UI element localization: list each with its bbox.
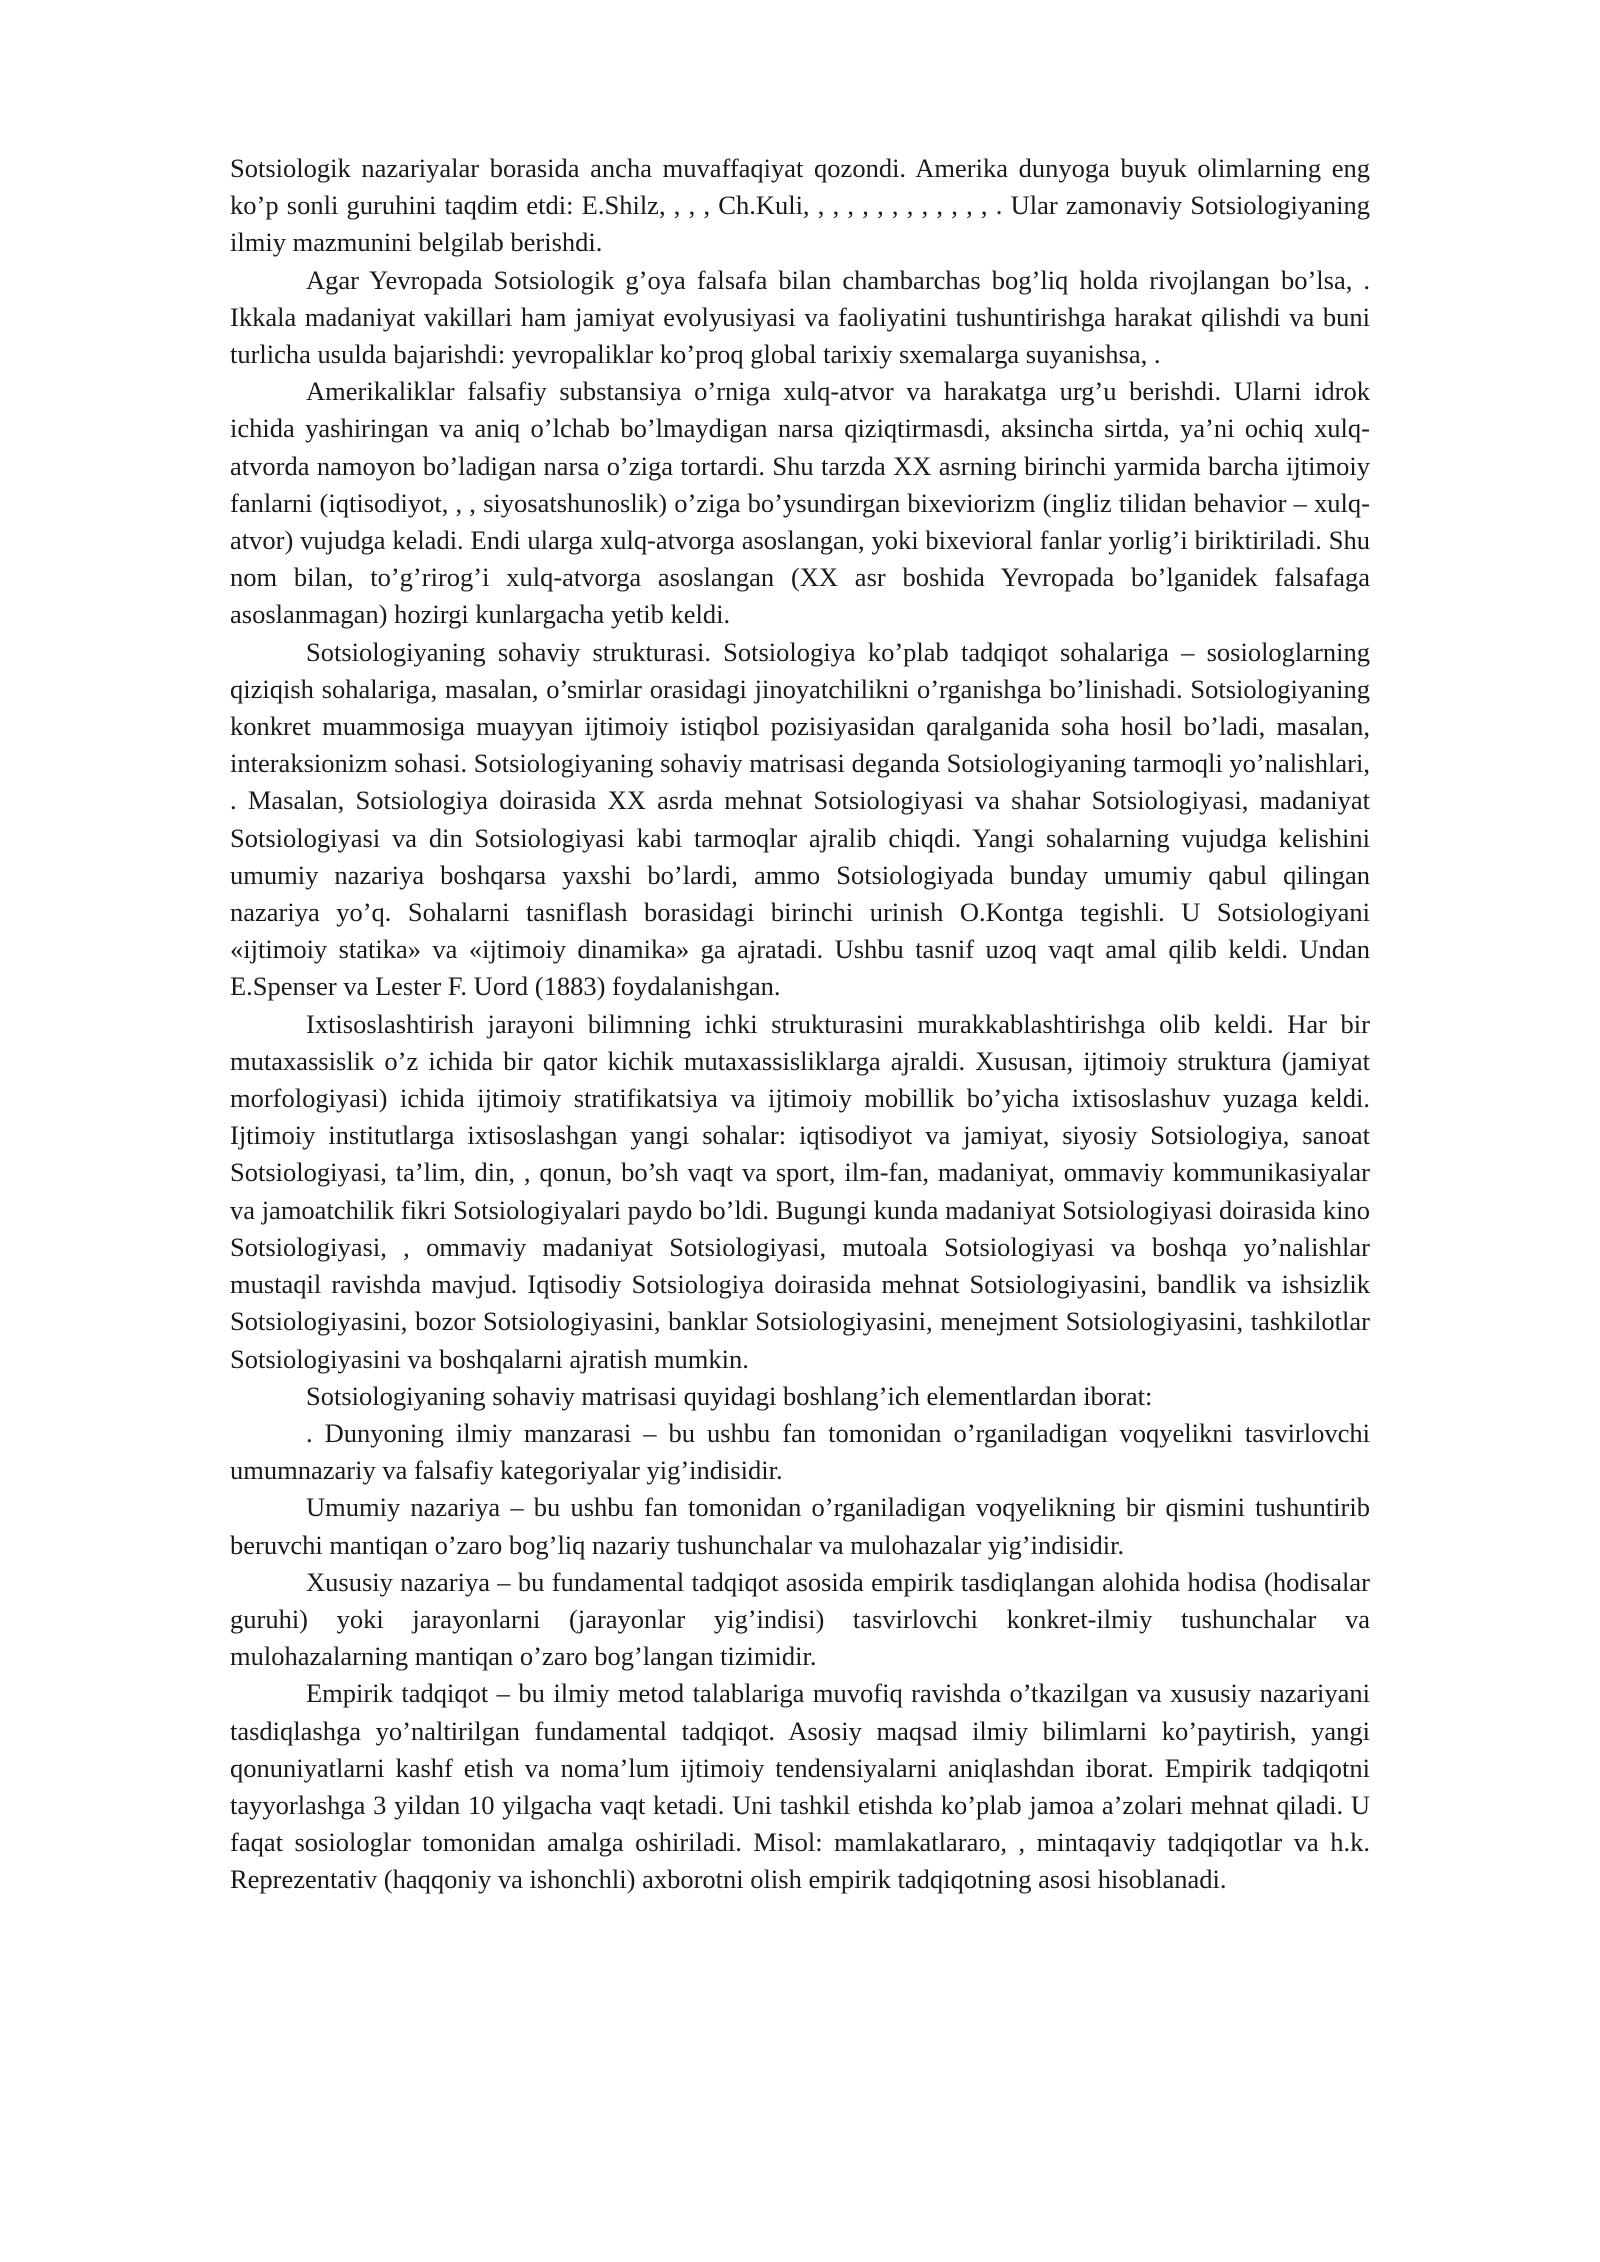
paragraph-9: Xususiy nazariya – bu fundamental tadqiqot asosida empirik tasdiqlangan alohida hodisa (hodisalar guruhi) yoki jarayonlarni (jarayonlar yig’indisi) tasvirlovchi konkret-ilmiy tushunchalar va mulohazalarning mantiqan o’zaro bog’langan tizimidir. <box>230 1566 1370 1672</box>
paragraph-7: . Dunyoning ilmiy manzarasi – bu ushbu fan tomonidan o’rganiladigan voqyelikni tasvirlovchi umumnazariy va falsafiy kategoriyalar yig’indisidir. <box>230 1417 1370 1486</box>
paragraph-2: Agar Yevropada Sotsiologik g’oya falsafa bilan chambarchas bog’liq holda rivojlangan bo’lsa, . Ikkala madaniyat vakillari ham jamiyat evolyusiyasi va faoliyatini tushuntirishga harakat qilishdi va buni turlicha usulda bajarishdi: yevropaliklar ko’proq global tarixiy sxemalarga suyanishsa, . <box>230 264 1370 370</box>
paragraph-6: Sotsiologiyaning sohaviy matrisasi quyidagi boshlang’ich elementlardan iborat: <box>306 1380 1153 1411</box>
paragraph-5: Ixtisoslashtirish jarayoni bilimning ichki strukturasini murakkablashtirishga olib keldi. Har bir mutaxassislik o’z ichida bir qator kichik mutaxassisliklarga ajraldi. Xususan, ijtimoiy struktura (jamiyat morfologiyasi) ichida ijtimoiy stratifikatsiya va ijtimoiy mobillik bo’yicha ixtisoslashuv yuzaga keldi. Ijtimoiy institutlarga ixtisoslashgan yangi sohalar: iqtisodiyot va jamiyat, siyosiy Sotsiologiya, sanoat Sotsiologiyasi, ta’lim, din, , qonun, bo’sh vaqt va sport, ilm-fan, madaniyat, ommaviy kommunikasiyalar va jamoatchilik fikri Sotsiologiyalari paydo bo’ldi. Bugungi kunda madaniyat Sotsiologiyasi doirasida kino Sotsiologiyasi, , ommaviy madaniyat Sotsiologiyasi, mutoala Sotsiologiyasi va boshqa yo’nalishlar mustaqil ravishda mavjud. Iqtisodiy Sotsiologiya doirasida mehnat Sotsiologiyasini, bandlik va ishsizlik Sotsiologiyasini, bozor Sotsiologiyasini, banklar Sotsiologiyasini, menejment Sotsiologiyasini, tashkilotlar Sotsiologiyasini va boshqalarni ajratish mumkin. <box>230 1008 1370 1374</box>
paragraph-10: Empirik tadqiqot – bu ilmiy metod talablariga muvofiq ravishda o’tkazilgan va xususiy nazariyani tasdiqlashga yo’naltirilgan fundamental tadqiqot. Asosiy maqsad ilmiy bilimlarni ko’paytirish, yangi qonuniyatlarni kashf etish va noma’lum ijtimoiy tendensiyalarni aniqlashdan iborat. Empirik tadqiqotni tayyorlashga 3 yildan 10 yilgacha vaqt ketadi. Uni tashkil etishda ko’plab jamoa a’zolari mehnat qiladi. U faqat sosiologlar tomonidan amalga oshiriladi. Misol: mamlakatlararo, , mintaqaviy tadqiqotlar va h.k. Reprezentativ (haqqoniy va ishonchli) axborotni olish empirik tadqiqotning asosi hisoblanadi. <box>230 1678 1370 1895</box>
paragraph-4: Sotsiologiyaning sohaviy strukturasi. Sotsiologiya ko’plab tadqiqot sohalariga – sosiologlarning qiziqish sohalariga, masalan, o’smirlar orasidagi jinoyatchilikni o’rganishga bo’linishadi. Sotsiologiyaning konkret muammosiga muayyan ijtimoiy istiqbol pozisiyasidan qaralganida soha hosil bo’ladi, masalan, interaksionizm sohasi. Sotsiologiyaning sohaviy matrisasi deganda Sotsiologiyaning tarmoqli yo’nalishlari, . Masalan, Sotsiologiya doirasida XX asrda mehnat Sotsiologiyasi va shahar Sotsiologiyasi, madaniyat Sotsiologiyasi va din Sotsiologiyasi kabi tarmoqlar ajralib chiqdi. Yangi sohalarning vujudga kelishini umumiy nazariya boshqarsa yaxshi bo’lardi, ammo Sotsiologiyada bunday umumiy qabul qilingan nazariya yo’q. Sohalarni tasniflash borasidagi birinchi urinish O.Kontga tegishli. U Sotsiologiyani «ijtimoiy statika» va «ijtimoiy dinamika» ga ajratadi. Ushbu tasnif uzoq vaqt amal qilib keldi. Undan E.Spenser va Lester F. Uord (1883) foydalanishgan. <box>230 636 1370 1002</box>
paragraph-8: Umumiy nazariya – bu ushbu fan tomonidan o’rganiladigan voqyelikning bir qismini tushuntirib beruvchi mantiqan o’zaro bog’liq nazariy tushunchalar va mulohazalar yig’indisidir. <box>230 1492 1370 1560</box>
document-page <box>230 150 1370 1899</box>
paragraph-1: Sotsiologik nazariyalar borasida ancha muvaffaqiyat qozondi. Amerika dunyoga buyuk olimlarning eng ko’p sonli guruhini taqdim etdi: E.Shilz, , , , Ch.Kuli, , , , , , , , , , , , , . Ular zamonaviy Sotsiologiyaning ilmiy mazmunini belgilab berishdi. <box>230 153 1370 258</box>
paragraph-3: Amerikaliklar falsafiy substansiya o’rniga xulq-atvor va harakatga urg’u berishdi. Ularni idrok ichida yashiringan va aniq o’lchab bo’lmaydigan narsa qiziqtirmasdi, aksincha sirtda, ya’ni ochiq xulq-atvorda namoyon bo’ladigan narsa o’ziga tortardi. Shu tarzda XX asrning birinchi yarmida barcha ijtimoiy fanlarni (iqtisodiyot, , , siyosatshunoslik) o’ziga bo’ysundirgan bixeviorizm (ingliz tilidan behavior – xulq-atvor) vujudga keladi. Endi ularga xulq-atvorga asoslangan, yoki bixevioral fanlar yorlig’i biriktiriladi. Shu nom bilan, to’g’rirog’i xulq-atvorga asoslangan (XX asr boshida Yevropada bo’lganidek falsafaga asoslanmagan) hozirgi kunlargacha yetib keldi. <box>230 376 1370 630</box>
